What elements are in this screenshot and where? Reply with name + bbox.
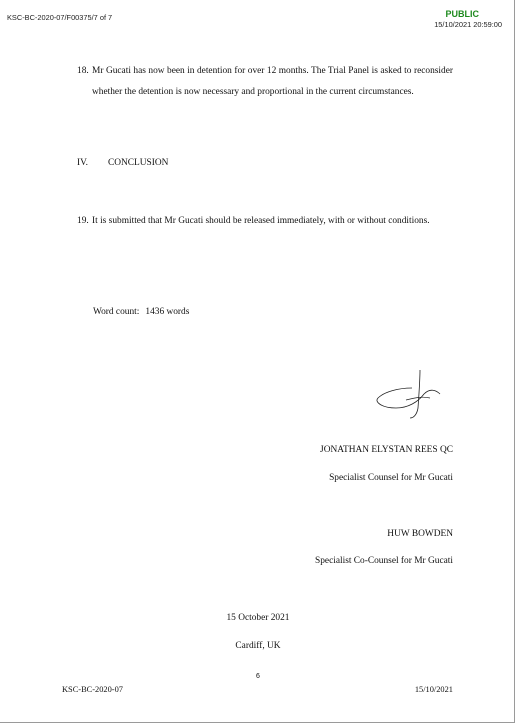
classification-label: PUBLIC xyxy=(445,9,479,19)
footer-case-reference: KSC-BC-2020-07 xyxy=(62,685,123,694)
paragraph-number: 18. xyxy=(77,66,89,76)
paragraph-number: 19. xyxy=(77,216,89,226)
signing-place: Cardiff, UK xyxy=(235,641,281,651)
paragraph-19 xyxy=(77,211,453,232)
page-number: 6 xyxy=(256,673,260,680)
word-count xyxy=(93,307,189,317)
paragraph-text: It is submitted that Mr Gucati should be released immediately, with or without conditions. xyxy=(92,216,430,226)
signatory-name: JONATHAN ELYSTAN REES QC xyxy=(320,445,453,455)
signatory-name: HUW BOWDEN xyxy=(387,529,453,539)
word-count-value: 1436 words xyxy=(145,307,190,317)
signatory-role: Specialist Co-Counsel for Mr Gucati xyxy=(315,556,453,566)
section-numeral: IV. xyxy=(77,158,89,168)
paragraph-18 xyxy=(77,61,453,103)
paragraph-text: Mr Gucati has now been in detention for over 12 months. The Trial Panel is asked to reconsider whether the detention is now necessary and proportional in the current circumstances. xyxy=(92,66,453,97)
section-title: CONCLUSION xyxy=(108,158,169,168)
word-count-label: Word count: xyxy=(93,307,140,317)
filing-timestamp: 15/10/2021 20:59:00 xyxy=(434,20,502,29)
footer-date: 15/10/2021 xyxy=(414,685,453,694)
signing-date: 15 October 2021 xyxy=(226,613,290,623)
document-reference: KSC-BC-2020-07/F00375/7 of 7 xyxy=(7,13,113,22)
signatory-role: Specialist Counsel for Mr Gucati xyxy=(329,473,453,483)
section-heading xyxy=(77,158,168,168)
handwritten-signature xyxy=(368,368,448,424)
